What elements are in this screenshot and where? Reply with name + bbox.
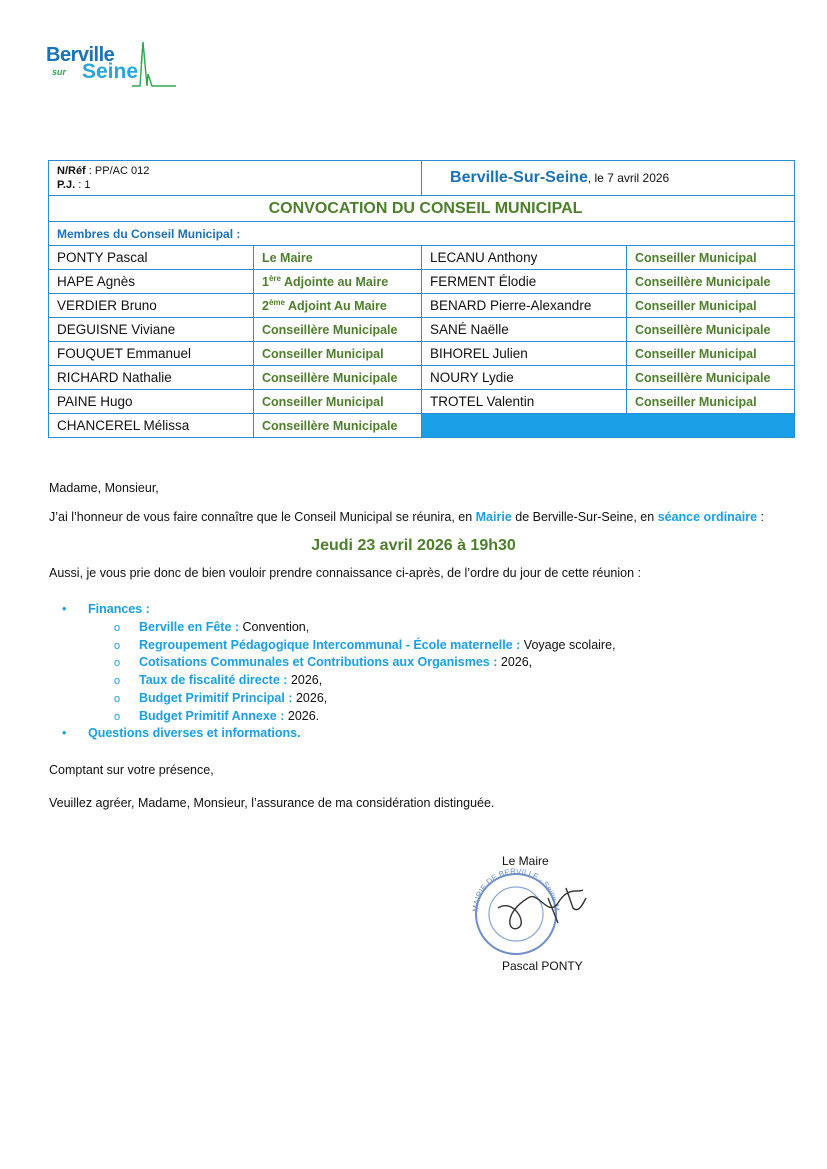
member-row <box>49 294 795 318</box>
agenda-item-text: 2026, <box>497 655 533 670</box>
bullet-icon: • <box>62 602 67 616</box>
member-row <box>49 342 795 366</box>
city-date-cell <box>422 161 795 196</box>
agenda-item-label: Taux de fiscalité directe : <box>139 673 288 688</box>
member-name: PONTY Pascal <box>49 246 254 270</box>
intro-text-c: de Berville-Sur-Seine, en <box>511 510 658 524</box>
agenda-sub-item <box>114 673 322 687</box>
role-ordinal: 2 <box>262 299 269 314</box>
member-row <box>49 246 795 270</box>
member-role <box>254 270 422 294</box>
intro-seance: séance ordinaire <box>657 510 758 524</box>
finances-label: Finances : <box>88 602 150 616</box>
agenda-sub-item <box>114 620 309 634</box>
berville-logo <box>44 34 184 94</box>
member-name: NOURY Lydie <box>422 366 627 390</box>
mayor-name: Pascal PONTY <box>502 959 583 973</box>
role-ordinal-suffix: ème <box>268 297 285 307</box>
signature-title: Le Maire <box>502 854 549 868</box>
member-row <box>49 318 795 342</box>
member-name: SANÉ Naëlle <box>422 318 627 342</box>
agenda-item-label: Budget Primitif Annexe : <box>139 708 285 723</box>
intro-paragraph <box>49 510 764 524</box>
logo-word-seine: Seine <box>82 60 139 83</box>
reference-cell <box>49 161 422 196</box>
circle-bullet-icon: o <box>114 622 121 634</box>
bullet-icon: • <box>62 726 67 740</box>
ref-value: : PP/AC 012 <box>85 165 150 177</box>
member-name: TROTEL Valentin <box>422 390 627 414</box>
circle-bullet-icon: o <box>114 657 121 670</box>
official-seal-icon <box>458 868 593 958</box>
members-heading: Membres du Conseil Municipal : <box>49 222 795 246</box>
member-role: Conseillère Municipale <box>254 414 422 438</box>
member-name: PAINE Hugo <box>49 390 254 414</box>
circle-bullet-icon: o <box>114 710 121 723</box>
member-name: FOUQUET Emmanuel <box>49 342 254 366</box>
intro-mairie: Mairie <box>475 510 512 524</box>
role-ordinal: 1 <box>262 275 269 290</box>
agenda-sub-item <box>114 655 532 669</box>
agenda-intro: Aussi, je vous prie donc de bien vouloir prendre connaissance ci-après, de l’ordre du jour de cette réunion : <box>49 566 642 580</box>
member-role <box>254 294 422 318</box>
member-role: Conseillère Municipale <box>627 318 795 342</box>
agenda-item-text: Voyage scolaire, <box>520 637 616 652</box>
member-role: Conseiller Municipal <box>254 342 422 366</box>
member-name: VERDIER Bruno <box>49 294 254 318</box>
intro-text-e: : <box>757 510 764 524</box>
member-row <box>49 390 795 414</box>
member-role: Conseiller Municipal <box>254 390 422 414</box>
stamp-text: MAIRIE DE BERVILLE - Seine-M <box>470 868 562 913</box>
document-title: CONVOCATION DU CONSEIL MUNICIPAL <box>49 196 795 222</box>
member-name: LECANU Anthony <box>422 246 627 270</box>
agenda-item-text: 2026, <box>292 690 328 705</box>
role-text: Adjoint Au Maire <box>284 299 387 314</box>
questions-label: Questions diverses et informations. <box>88 726 301 740</box>
pj-value: : 1 <box>75 179 91 191</box>
circle-bullet-icon: o <box>114 675 121 688</box>
logo-word-sur: sur <box>52 67 67 77</box>
agenda-item-label: Regroupement Pédagogique Intercommunal - École maternelle : <box>139 637 521 652</box>
agenda-item-text: 2026, <box>287 673 323 688</box>
agenda-item-label: Budget Primitif Principal : <box>139 690 293 705</box>
logo-word-berville: Berville <box>46 44 115 66</box>
member-row <box>49 366 795 390</box>
member-name: DEGUISNE Viviane <box>49 318 254 342</box>
circle-bullet-icon: o <box>114 639 121 652</box>
empty-cell <box>422 414 795 438</box>
member-role: Conseillère Municipale <box>627 366 795 390</box>
agenda-sub-item <box>114 638 616 652</box>
member-name: RICHARD Nathalie <box>49 366 254 390</box>
member-row <box>49 270 795 294</box>
agenda-sub-item <box>114 709 319 723</box>
member-name: FERMENT Élodie <box>422 270 627 294</box>
member-row <box>49 414 795 438</box>
member-role: Le Maire <box>254 246 422 270</box>
member-rows <box>49 246 795 438</box>
salutation: Madame, Monsieur, <box>49 481 159 495</box>
agenda-item-label: Berville en Fête : <box>139 620 240 634</box>
member-role: Conseiller Municipal <box>627 246 795 270</box>
document-date: , le 7 avril 2026 <box>587 171 670 185</box>
closing-presence: Comptant sur votre présence, <box>49 763 214 777</box>
member-role: Conseillère Municipale <box>627 270 795 294</box>
agenda-item-text: 2026. <box>284 708 320 723</box>
agenda-finances <box>62 602 150 616</box>
intro-text-a: J’ai l’honneur de vous faire connaître que le Conseil Municipal se réunira, en <box>49 510 476 524</box>
role-text: Adjointe au Maire <box>280 275 389 290</box>
agenda-item-label: Cotisations Communales et Contributions aux Organismes : <box>139 655 498 670</box>
city-name: Berville-Sur-Seine <box>450 169 588 186</box>
member-name: BIHOREL Julien <box>422 342 627 366</box>
agenda-item-text: Convention, <box>239 620 310 634</box>
pj-label: P.J. <box>57 179 76 191</box>
member-role: Conseillère Municipale <box>254 366 422 390</box>
agenda-questions <box>62 726 301 740</box>
member-role: Conseiller Municipal <box>627 294 795 318</box>
member-role: Conseiller Municipal <box>627 390 795 414</box>
ref-label: N/Réf <box>57 165 86 177</box>
circle-bullet-icon: o <box>114 692 121 705</box>
mairie-stamp <box>458 868 593 961</box>
convocation-header-table <box>48 160 795 438</box>
meeting-datetime: Jeudi 23 avril 2026 à 19h30 <box>311 537 516 554</box>
closing-regards: Veuillez agréer, Madame, Monsieur, l’assurance de ma considération distinguée. <box>49 796 495 810</box>
member-role: Conseiller Municipal <box>627 342 795 366</box>
member-role: Conseillère Municipale <box>254 318 422 342</box>
role-ordinal-suffix: ère <box>268 273 281 283</box>
agenda-sub-item <box>114 691 327 705</box>
member-name: BENARD Pierre-Alexandre <box>422 294 627 318</box>
member-name: CHANCEREL Mélissa <box>49 414 254 438</box>
member-name: HAPE Agnès <box>49 270 254 294</box>
